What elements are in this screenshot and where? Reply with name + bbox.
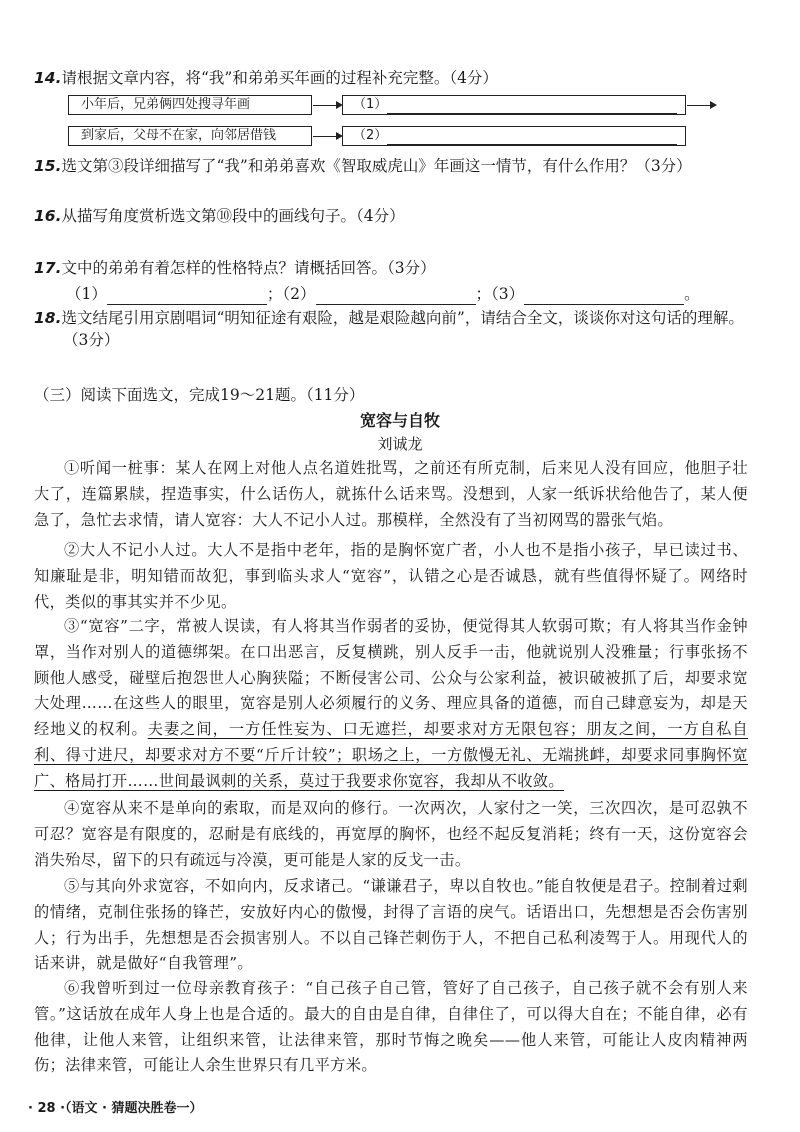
answer-line-2[interactable] (316, 288, 476, 305)
article-author: 刘诚龙 (377, 435, 423, 453)
question-14 (34, 67, 760, 89)
answer-line (387, 128, 677, 145)
question-18 (34, 307, 760, 351)
answer-line (387, 97, 677, 114)
question-16 (34, 205, 760, 227)
question-number: 16. (34, 207, 62, 225)
blank-label: ；（2） (266, 285, 316, 303)
question-17-blanks (66, 283, 760, 305)
paragraph-5: ⑤与其向外求宽容，不如向内，反求诸己。“谦谦君子，卑以自牧也。”能自牧便是君子。控制着过剩的情绪，克制住张扬的锋芒，安放好内心的傲慢，封得了言语的戾气。话语出口，先想想是否会伤害别人；行为出手，先想想是否会损害别人。不以自己锋芒刺伤于人，不把自己私利凌驾于人。用现代人的话来讲，就是做好“自我管理”。 (34, 877, 748, 973)
question-number: 17. (34, 259, 62, 277)
flow-step-1-text: 小年后，兄弟俩四处搜寻年画 (81, 97, 251, 112)
paragraph-3 (34, 614, 748, 795)
question-15 (34, 155, 760, 177)
blank-label: 。 (684, 285, 700, 303)
question-text: 文中的弟弟有着怎样的性格特点？请概括回答。（3分） (61, 259, 436, 277)
paragraph-1: ①听闻一桩事：某人在网上对他人点名道姓批骂，之前还有所克制，后来见人没有回应，他胆子壮大了，连篇累牍，捏造事实，什么话伤人，就拣什么话来骂。没想到，人家一纸诉状给他告了，某人便急了，急忙去求情，请人宽容：大人不记小人过。那模样，全然没有了当初网骂的嚣张气焰。 (34, 459, 748, 529)
paragraph-4: ④宽容从来不是单向的索取，而是双向的修行。一次两次，人家付之一笑，三次四次，是可忍孰不可忍？宽容是有限度的，忍耐是有底线的，再宽厚的胸怀，也经不起反复消耗；终有一天，这份宽容会消失殆尽，留下的只有疏远与冷漠，更可能是人家的反戈一击。 (34, 799, 748, 869)
answer-blank-2[interactable] (342, 126, 686, 146)
answer-line-3[interactable] (524, 288, 684, 305)
blank-label: （1） (353, 97, 388, 112)
question-text: 请根据文章内容，将“我”和弟弟买年画的过程补充完整。（4分） (61, 69, 498, 87)
arrow-right-icon (687, 105, 715, 106)
question-number: 15. (34, 157, 62, 175)
blank-label: （2） (353, 128, 388, 143)
question-number: 18. (34, 309, 62, 327)
answer-blank-1[interactable] (342, 95, 686, 115)
question-text: 从描写角度赏析选文第⑩段中的画线句子。（4分） (61, 207, 405, 225)
flow-step-2-box (68, 126, 312, 146)
article-title: 宽容与自牧 (359, 411, 440, 430)
section-heading: （三）阅读下面选文，完成19～21题。（11分） (34, 386, 365, 404)
arrow-right-icon (313, 105, 341, 106)
question-text: 选文结尾引用京剧唱词“明知征途有艰险，越是艰险越向前”，请结合全文，谈谈你对这句话的理解。（3分） (61, 309, 744, 349)
question-17 (34, 257, 760, 279)
blank-label: ；（3） (475, 285, 525, 303)
blank-label: （1） (66, 285, 107, 303)
paragraph-2: ②大人不记小人过。大人不是指中老年，指的是胸怀宽广者，小人也不是指小孩子，早已读过书、知廉耻是非，明知错而故犯，事到临头求人“宽容”，认错之心是否诚恳，就有些值得怀疑了。网络时代，类似的事其实并不少见。 (34, 541, 748, 611)
paragraph-3-text: ③“宽容”二字，常被人误读，有人将其当作弱者的妥协，便觉得其人软弱可欺；有人将其当作金钟罩，当作对别人的道德绑架。在口出恶言，反复横跳，别人反手一击，他就说别人没雅量；行事张扬不顾他人感受，碰壁后抱怨世人心胸狭隘；不断侵害公司、公众与公家利益，被识破被抓了后，却要求宽大处理……在这些人的眼里，宽容是别人必须履行的义务、理应具备的道德，而自己肆意妄为，却是天经地义的权利。 (34, 617, 748, 739)
underlined-sentence: 夫妻之间，一方任性妄为、口无遮拦，却要求对方无限包容；朋友之间，一方自私自利、得寸进尺，却要求对方不要“斤斤计较”；职场之上，一方傲慢无礼、无端挑衅，却要求同事胸怀宽广、格局打开……世间最讽刺的关系，莫过于我要求你宽容，我却从不收敛。 (34, 720, 748, 790)
answer-line-1[interactable] (107, 288, 267, 305)
question-number: 14. (34, 69, 62, 87)
question-text: 选文第③段详细描写了“我”和弟弟喜欢《智取威虎山》年画这一情节，有什么作用？（3分） (61, 157, 692, 175)
paragraph-6: ⑥我曾听到过一位母亲教育孩子：“自己孩子自己管，管好了自己孩子，自己孩子就不会有别人来管。”这话放在成年人身上也是合适的。最大的自由是自律，自律住了，可以得大自在；不能自律，必有他律，让他人来管，让组织来管，让法律来管，那时节悔之晚矣——他人来管，可能让人皮肉精神两伤；法律来管，可能让人余生世界只有几平方米。 (34, 979, 748, 1075)
flow-step-1-box (68, 95, 312, 115)
page-footer: · 28 ·（语文 · 猜题决胜卷一） (28, 1101, 203, 1116)
flow-step-2-text: 到家后，父母不在家，向邻居借钱 (81, 128, 277, 143)
arrow-right-icon (313, 136, 341, 137)
